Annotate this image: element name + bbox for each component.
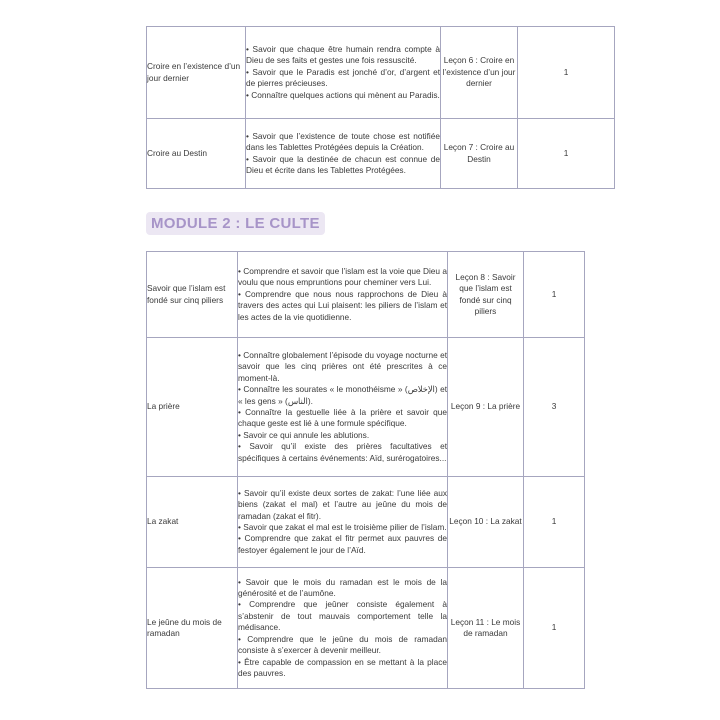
content-cell (238, 252, 448, 338)
objective-cell: Savoir que l’islam est fondé sur cinq piliers (147, 252, 238, 338)
content-bullet: • Savoir que la destinée de chacun est connue de Dieu et écrite dans les Tablettes Protégées. (246, 153, 440, 175)
content-bullet: • Comprendre que zakat el fitr permet aux pauvres de festoyer également le jour de l’Aïd. (238, 533, 447, 555)
content-cell (246, 27, 441, 119)
module-heading: MODULE 2 : LE CULTE (146, 212, 325, 235)
objectives-table-module-1 (146, 26, 615, 189)
content-cell (238, 338, 448, 477)
content-cell (238, 568, 448, 689)
table-row (147, 338, 585, 477)
lesson-cell: Leçon 8 : Savoir que l’islam est fondé sur cinq piliers (448, 252, 524, 338)
content-bullet: • Savoir que l’existence de toute chose est notifiée dans les Tablettes Protégées depuis la Création. (246, 130, 440, 153)
content-bullet: • Comprendre que jeûner consiste également à s’abstenir de tout mauvais comportement telle la médisance. (238, 599, 447, 633)
content-bullet: • Savoir qu’il existe deux sortes de zakat: l’une liée aux biens (zakat el mal) et l’autre au jeûne du mois de ramadan (zakat el fitr). (238, 487, 447, 521)
content-bullet: • Savoir ce qui annule les ablutions. (238, 429, 370, 440)
table-row (147, 477, 585, 568)
objective-cell: La zakat (147, 477, 238, 568)
content-cell (246, 119, 441, 189)
content-bullet: • Savoir que le Paradis est jonché d’or, d’argent et de pierres précieuses. (246, 66, 440, 89)
sessions-cell: 1 (524, 252, 585, 338)
objective-cell: Croire en l’existence d’un jour dernier (147, 27, 246, 119)
content-bullet: • Comprendre et savoir que l’islam est la voie que Dieu a voulu que nous empruntions pour cheminer vers Lui. (238, 265, 447, 288)
content-bullet: • Savoir que zakat el mal est le troisième pilier de l’islam. (238, 522, 447, 532)
table-row (147, 252, 585, 338)
content-bullet: • Connaître les sourates « le monothéisme » (الإخلاص) et « les gens » (الناس). (238, 384, 447, 406)
sessions-cell: 1 (518, 27, 615, 119)
content-cell (238, 477, 448, 568)
sessions-cell: 1 (524, 568, 585, 689)
content-bullet: • Comprendre que le jeûne du mois de ramadan consiste à s’exercer à devenir meilleur. (238, 633, 447, 656)
content-bullet: • Connaître la gestuelle liée à la prière et savoir que chaque geste est lié à une formule spécifique. (238, 407, 447, 429)
content-bullet: • Savoir que chaque être humain rendra compte à Dieu de ses faits et gestes une fois ressuscité. (246, 43, 440, 66)
sessions-cell: 1 (524, 477, 585, 568)
content-bullet: • Comprendre que nous nous rapprochons de Dieu à travers des actes qui Lui plaisent: les piliers de l’islam et les actes de la vie quotidienne. (238, 288, 447, 322)
content-bullet: • Être capable de compassion en se mettant à la place des pauvres. (238, 656, 447, 678)
objective-cell: Le jeûne du mois de ramadan (147, 568, 238, 689)
sessions-cell: 1 (518, 119, 615, 189)
table-row (147, 119, 615, 189)
lesson-cell: Leçon 7 : Croire au Destin (441, 119, 518, 189)
lesson-cell: Leçon 11 : Le mois de ramadan (448, 568, 524, 689)
content-bullet: • Connaître quelques actions qui mènent au Paradis. (246, 89, 440, 100)
objective-cell: La prière (147, 338, 238, 477)
sessions-cell: 3 (524, 338, 585, 477)
content-bullet: • Savoir que le mois du ramadan est le mois de la générosité et de l’aumône. (238, 576, 447, 599)
lesson-cell: Leçon 10 : La zakat (448, 477, 524, 568)
objectives-table-module-2 (146, 251, 585, 689)
table-row (147, 27, 615, 119)
lesson-cell: Leçon 9 : La prière (448, 338, 524, 477)
objective-cell: Croire au Destin (147, 119, 246, 189)
table-row (147, 568, 585, 689)
lesson-cell: Leçon 6 : Croire en l’existence d’un jour dernier (441, 27, 518, 119)
content-bullet: • Savoir qu’il existe des prières facultatives et spécifiques à certains événements: Aïd, surérogatoires... (238, 441, 447, 463)
content-bullet: • Connaître globalement l’épisode du voyage nocturne et savoir que les cinq prières ont été prescrites à ce moment-là. (238, 349, 447, 383)
